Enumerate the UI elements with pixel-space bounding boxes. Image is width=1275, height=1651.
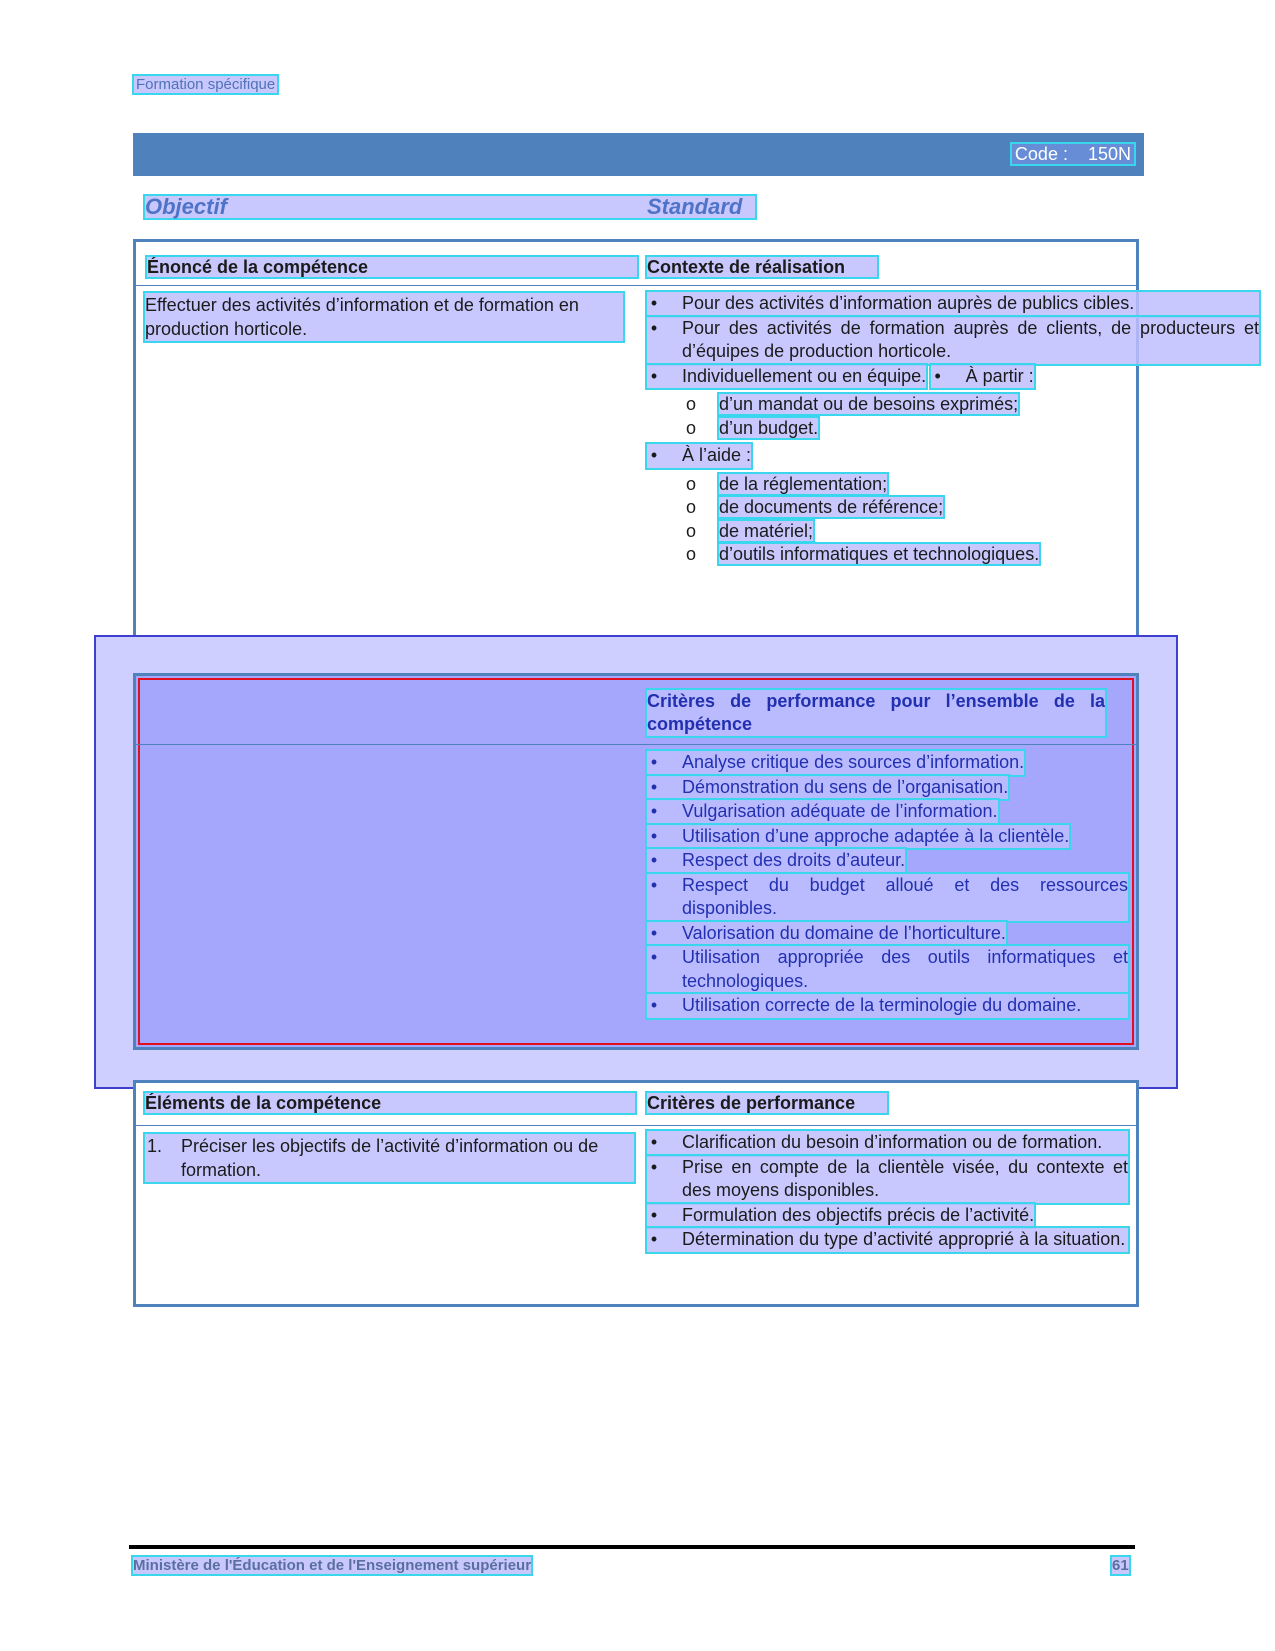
bullet-icon: •	[650, 874, 658, 895]
bullet-icon: •	[650, 922, 658, 943]
element-criteria-list	[647, 1131, 1259, 1253]
list-item: • Vulgarisation adéquate de l’information.	[647, 800, 998, 824]
bullet-icon: •	[650, 995, 658, 1015]
objective-standard-header	[145, 196, 755, 218]
enonce-heading: Énoncé de la compétence	[147, 257, 637, 277]
list-item: • Démonstration du sens de l’organisation.	[647, 776, 1008, 800]
bullet-icon: •	[650, 1229, 658, 1249]
overall-criteria-list	[647, 751, 1259, 1019]
contexte-heading: Contexte de réalisation	[647, 257, 877, 277]
circle-bullet-icon: o	[685, 394, 696, 414]
list-item: • Respect du budget alloué et des ressources disponibles.	[647, 874, 1128, 921]
overall-criteria-heading: Critères de performance pour l’ensemble de la compétence	[647, 691, 1105, 734]
header-divider	[136, 744, 1136, 745]
sub-list-item: o de matériel;	[647, 520, 1259, 544]
list-item: • À l’aide :	[647, 444, 751, 468]
competency-statement-table	[133, 239, 1259, 650]
list-item: • Pour des activités d’information auprès de publics cibles.	[647, 292, 1259, 316]
overall-criteria-table	[133, 673, 1139, 1050]
bullet-icon: •	[650, 317, 658, 338]
contexte-list	[647, 292, 1259, 571]
list-item: • À partir :	[931, 365, 1034, 389]
bullet-icon: •	[650, 801, 658, 821]
enonce-text: Effectuer des activités d’information et de formation en production horticole.	[145, 293, 623, 341]
list-item: • Analyse critique des sources d’information.	[647, 751, 1024, 775]
page-number: 61	[1112, 1557, 1129, 1574]
list-item: • Formulation des objectifs précis de l’activité.	[647, 1204, 1034, 1228]
bullet-icon: •	[650, 365, 658, 386]
code-banner	[133, 133, 1144, 176]
sub-list-item: o d’outils informatiques et technologiques.	[647, 543, 1259, 567]
circle-bullet-icon: o	[685, 520, 696, 541]
elements-table	[133, 1080, 1139, 1307]
criteria-heading: Critères de performance	[647, 1093, 887, 1113]
list-item: • Utilisation correcte de la terminologie du domaine.	[647, 994, 1128, 1018]
list-item: • Individuellement ou en équipe.	[647, 365, 926, 389]
bullet-icon: •	[650, 776, 658, 797]
circle-bullet-icon: o	[685, 473, 696, 494]
list-item: • Pour des activités de formation auprès de clients, de producteurs et d’équipes de production horticole.	[647, 317, 1259, 364]
code-label: Code :	[1014, 144, 1068, 164]
sub-list-item: o d’un budget.	[647, 417, 1259, 441]
list-item: • Détermination du type d’activité approprié à la situation.	[647, 1228, 1128, 1252]
element-number: 1.	[147, 1136, 163, 1156]
standard-heading: Standard	[647, 194, 743, 219]
selection-overlay	[94, 635, 1178, 1089]
header-divider	[136, 1125, 1136, 1126]
circle-bullet-icon: o	[685, 544, 696, 564]
bullet-icon: •	[650, 1204, 658, 1225]
list-item: • Valorisation du domaine de l’horticulture.	[647, 922, 1006, 946]
circle-bullet-icon: o	[685, 497, 696, 517]
bullet-icon: •	[650, 850, 658, 870]
sub-list-item: o de documents de référence;	[647, 496, 1259, 520]
running-header: Formation spécifique	[136, 76, 276, 93]
list-item: • Clarification du besoin d’information ou de formation.	[647, 1131, 1128, 1155]
competency-code	[1012, 144, 1134, 164]
footer-ministry: Ministère de l'Éducation et de l'Enseignement supérieur	[133, 1557, 532, 1574]
code-value: 150N	[1087, 144, 1131, 164]
list-item: • Respect des droits d’auteur.	[647, 849, 905, 873]
footer-rule	[129, 1545, 1135, 1549]
bullet-icon: •	[650, 1132, 658, 1152]
bullet-icon: •	[650, 1156, 658, 1177]
header-divider	[136, 285, 1136, 286]
bullet-icon: •	[650, 445, 658, 465]
element-text: Préciser les objectifs de l’activité d’information ou de formation.	[181, 1136, 599, 1180]
objectif-heading: Objectif	[145, 194, 227, 219]
sub-list-item: o de la réglementation;	[647, 473, 1259, 497]
bullet-icon: •	[650, 752, 658, 772]
element-item	[145, 1134, 634, 1182]
elements-heading: Éléments de la compétence	[145, 1093, 635, 1113]
bullet-icon: •	[650, 293, 658, 313]
list-item: • Utilisation appropriée des outils informatiques et technologiques.	[647, 946, 1128, 993]
list-item: • Prise en compte de la clientèle visée, du contexte et des moyens disponibles.	[647, 1156, 1128, 1203]
bullet-icon: •	[934, 365, 941, 386]
sub-list-item: o d’un mandat ou de besoins exprimés;	[647, 393, 1259, 417]
bullet-icon: •	[650, 825, 658, 846]
circle-bullet-icon: o	[685, 417, 696, 438]
bullet-icon: •	[650, 947, 658, 967]
list-item: • Utilisation d’une approche adaptée à la clientèle.	[647, 825, 1069, 849]
